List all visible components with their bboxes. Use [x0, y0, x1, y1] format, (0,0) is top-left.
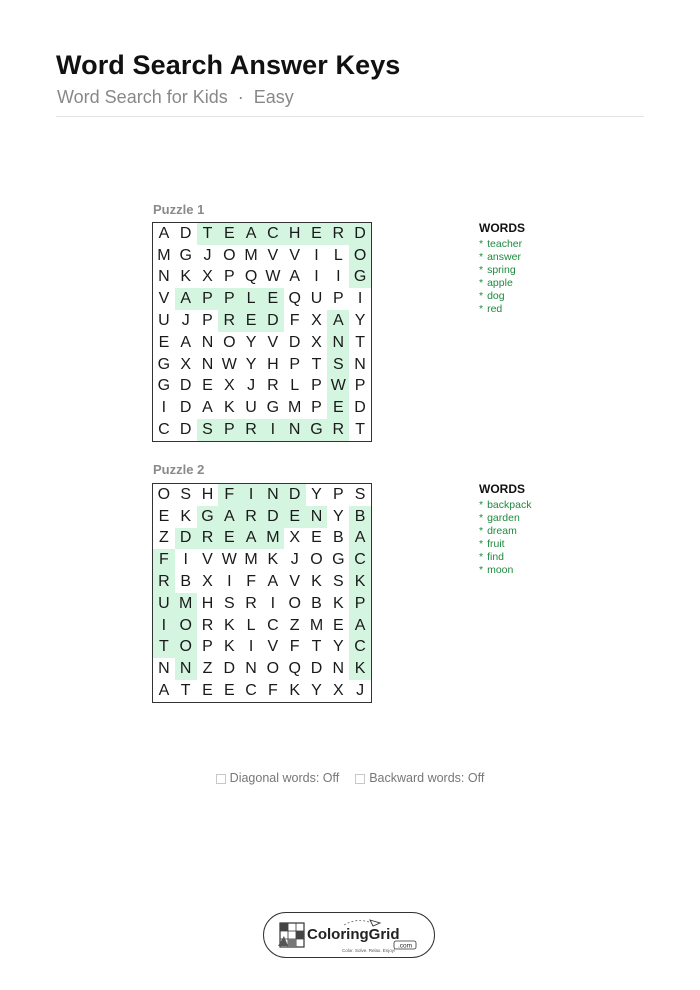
grid-cell: C [245, 682, 257, 700]
grid-cell: N [332, 660, 345, 678]
grid-cell: Z [202, 660, 213, 678]
grid-cell: G [332, 551, 345, 569]
grid-cell: P [197, 288, 219, 310]
grid-cell: I [227, 573, 232, 591]
grid-cell: E [223, 682, 235, 700]
grid-cell: A [349, 615, 371, 637]
grid-cell: E [306, 223, 328, 245]
grid-cell: U [153, 593, 175, 615]
grid-cell: F [153, 549, 175, 571]
grid-cell: W [265, 268, 281, 286]
bullet-icon: * [479, 277, 484, 289]
grid-cell: T [311, 355, 322, 373]
grid-cell: E [158, 507, 170, 525]
diagonal-option-label: Diagonal words: Off [229, 771, 340, 785]
grid-cell: E [332, 616, 344, 634]
grid-cell: H [201, 485, 214, 503]
grid-cell: O [223, 246, 236, 264]
grid-cell: X [180, 355, 192, 373]
grid-cell: A [349, 528, 371, 550]
grid-cell: X [311, 312, 322, 330]
grid-cell: R [197, 528, 219, 550]
grid-cell: E [158, 333, 170, 351]
grid-cell: O [349, 245, 371, 267]
grid-cell: K [223, 616, 235, 634]
bullet-icon: * [479, 564, 484, 576]
word-list-item [479, 538, 531, 551]
grid-cell: R [218, 310, 240, 332]
grid-cell: P [332, 485, 344, 503]
grid-cell: D [284, 484, 306, 506]
grid-cell: R [240, 419, 262, 441]
grid-cell: A [327, 310, 349, 332]
bullet-icon: * [479, 238, 484, 250]
grid-cell: K [349, 571, 371, 593]
grid-cell: A [240, 223, 262, 245]
grid-cell: P [311, 377, 322, 395]
grid-cell: L [246, 616, 256, 634]
grid-cell: S [180, 485, 192, 503]
grid-cell: G [179, 246, 192, 264]
grid-cell: F [289, 312, 300, 330]
grid-cell: T [311, 638, 322, 656]
grid-cell: K [311, 573, 322, 591]
grid-cell: M [309, 616, 324, 634]
bullet-icon: * [479, 551, 484, 563]
grid-cell: L [240, 288, 262, 310]
grid-cell: D [179, 421, 192, 439]
grid-cell: J [356, 682, 365, 700]
grid-cell: M [288, 399, 302, 417]
grid-cell: K [267, 551, 279, 569]
grid-cell: Q [244, 268, 258, 286]
word-text: find [487, 551, 505, 563]
puzzle-1-grid [152, 222, 372, 442]
grid-cell: E [262, 288, 284, 310]
bullet-icon: * [479, 303, 484, 315]
grid-cell: K [349, 658, 371, 680]
grid-cell: O [310, 551, 323, 569]
grid-cell: M [262, 528, 284, 550]
word-text: dream [487, 525, 517, 537]
grid-cell: O [266, 660, 280, 678]
grid-cell: D [349, 223, 371, 245]
grid-cell: H [267, 355, 279, 373]
grid-cell: P [202, 638, 213, 656]
grid-cell: E [218, 528, 240, 550]
word-text: dog [487, 290, 505, 302]
word-text: answer [487, 251, 521, 263]
grid-cell: P [218, 288, 240, 310]
grid-cell: N [201, 333, 214, 351]
grid-cell: J [203, 246, 212, 264]
grid-cell: T [197, 223, 219, 245]
logo-graphic [274, 916, 424, 954]
grid-cell: B [311, 594, 322, 612]
subtitle-separator: · [237, 87, 244, 107]
grid-cell: P [354, 377, 366, 395]
grid-cell: V [289, 573, 301, 591]
grid-cell: P [218, 419, 240, 441]
word-list-item [479, 238, 525, 251]
grid-cell: A [218, 506, 240, 528]
grid-mark-icon [278, 923, 304, 947]
grid-cell: K [180, 507, 192, 525]
grid-cell: S [332, 573, 344, 591]
diagonal-option [216, 771, 340, 785]
word-list-item [479, 264, 525, 277]
word-list-item [479, 525, 531, 538]
subtitle-category: Word Search for Kids [57, 87, 228, 107]
grid-cell: I [314, 268, 319, 286]
grid-cell: L [333, 246, 343, 264]
grid-cell: I [262, 419, 284, 441]
grid-cell: I [248, 638, 254, 656]
grid-cell: A [267, 573, 279, 591]
grid-cell: Y [311, 682, 322, 700]
coloringgrid-logo [263, 912, 435, 958]
grid-cell: N [245, 660, 257, 678]
grid-cell: P [311, 399, 322, 417]
grid-cell: F [218, 484, 240, 506]
grid-cell: V [267, 638, 279, 656]
grid-cell: A [289, 268, 301, 286]
grid-cell: D [223, 660, 236, 678]
grid-cell: W [221, 355, 237, 373]
puzzle-1-label: Puzzle 1 [153, 202, 205, 217]
word-list-item [479, 512, 531, 525]
grid-cell: N [284, 419, 306, 441]
grid-cell: E [284, 506, 306, 528]
grid-cell: Z [289, 616, 300, 634]
grid-cell: E [311, 529, 322, 547]
grid-cell: P [349, 593, 371, 615]
grid-cell: R [327, 419, 349, 441]
grid-cell: M [175, 593, 197, 615]
puzzle-2-label: Puzzle 2 [153, 462, 205, 477]
checkbox-icon [355, 774, 365, 784]
grid-cell: D [310, 660, 323, 678]
grid-cell: R [153, 571, 175, 593]
grid-cell: A [158, 224, 170, 242]
grid-cell: G [197, 506, 219, 528]
logo-domain-text: .com [397, 942, 413, 950]
grid-cell: Q [288, 660, 301, 678]
grid-cell: E [240, 310, 262, 332]
grid-cell: N [262, 484, 284, 506]
grid-cell: D [179, 377, 192, 395]
grid-cell: E [202, 377, 213, 395]
grid-cell: B [332, 529, 344, 547]
grid-cell: M [244, 551, 258, 569]
grid-cell: S [197, 419, 219, 441]
grid-cell: K [332, 594, 344, 612]
grid-cell: C [158, 421, 170, 439]
grid-cell: I [153, 615, 175, 637]
bullet-icon: * [479, 251, 484, 263]
grid-cell: C [262, 223, 284, 245]
grid-cell: X [202, 268, 213, 286]
word-text: garden [487, 512, 520, 524]
grid-cell: D [179, 224, 192, 242]
word-text: red [487, 303, 503, 315]
bullet-icon: * [479, 290, 484, 302]
word-text: moon [487, 564, 514, 576]
grid-cell: C [267, 616, 279, 634]
word-list-item [479, 290, 525, 303]
grid-cell: Y [354, 312, 366, 330]
puzzle-2-grid [152, 483, 372, 703]
grid-cell: O [175, 637, 197, 659]
grid-cell: I [240, 484, 262, 506]
grid-cell: W [327, 376, 349, 398]
word-list-item [479, 251, 525, 264]
grid-cell: S [354, 485, 366, 503]
word-list-item [479, 551, 531, 564]
grid-cell: A [202, 399, 213, 417]
grid-cell: Y [332, 507, 344, 525]
grid-cell: P [223, 268, 235, 286]
grid-cell: I [183, 551, 188, 569]
word-text: backpack [487, 499, 532, 511]
page-title: Word Search Answer Keys [56, 50, 401, 80]
word-list-item [479, 564, 531, 577]
word-text: spring [487, 264, 516, 276]
grid-cell: O [175, 615, 197, 637]
grid-cell: K [223, 399, 235, 417]
grid-cell: K [223, 638, 235, 656]
grid-cell: T [355, 421, 365, 439]
grid-cell: C [349, 549, 371, 571]
grid-cell: X [332, 682, 344, 700]
grid-cell: X [289, 529, 301, 547]
grid-cell: R [267, 377, 279, 395]
header-divider [56, 116, 644, 117]
grid-cell: V [289, 246, 301, 264]
grid-cell: E [327, 397, 349, 419]
grid-cell: M [244, 246, 258, 264]
grid-cell: J [247, 377, 256, 395]
grid-cell: G [306, 419, 328, 441]
grid-cell: D [179, 399, 192, 417]
puzzle-1-word-list [479, 221, 525, 316]
word-text: teacher [487, 238, 523, 250]
grid-cell: A [240, 528, 262, 550]
grid-cell: X [223, 377, 235, 395]
grid-cell: S [223, 594, 235, 612]
grid-cell: E [202, 682, 213, 700]
grid-cell: N [158, 660, 170, 678]
bullet-icon: * [479, 525, 484, 537]
grid-cell: N [354, 355, 366, 373]
grid-cell: N [158, 268, 170, 286]
grid-cell: I [357, 290, 363, 308]
grid-cell: H [284, 223, 306, 245]
grid-cell: G [157, 355, 171, 373]
grid-cell: G [157, 377, 171, 395]
grid-cell: J [181, 312, 190, 330]
word-list-item [479, 303, 525, 316]
grid-cell: I [270, 594, 276, 612]
grid-cell: A [180, 333, 192, 351]
grid-cell: D [288, 333, 301, 351]
grid-cell: M [157, 246, 171, 264]
grid-cell: U [245, 399, 257, 417]
grid-cell: Y [245, 355, 257, 373]
grid-cell: I [161, 399, 167, 417]
grid-cell: V [267, 333, 279, 351]
page-subtitle [57, 87, 294, 108]
grid-cell: Q [288, 290, 301, 308]
grid-cell: T [180, 682, 191, 700]
grid-cell: E [218, 223, 240, 245]
grid-cell: F [246, 573, 256, 591]
grid-cell: U [310, 290, 323, 308]
grid-cell: Y [311, 485, 322, 503]
grid-cell: L [290, 377, 300, 395]
grid-cell: O [223, 333, 236, 351]
grid-cell: J [290, 551, 299, 569]
logo-tagline: Color. Solve. Relax. Enjoy! [342, 948, 396, 953]
grid-cell: D [354, 399, 366, 417]
bullet-icon: * [479, 538, 484, 550]
grid-cell: S [327, 354, 349, 376]
grid-cell: R [245, 594, 257, 612]
grid-cell: N [327, 332, 349, 354]
grid-cell: B [349, 506, 371, 528]
grid-cell: U [158, 312, 170, 330]
grid-cell: V [202, 551, 213, 569]
grid-cell: F [289, 638, 300, 656]
grid-cell: X [311, 333, 322, 351]
grid-cell: O [288, 594, 301, 612]
grid-cell: I [314, 246, 319, 264]
puzzle-2-word-list [479, 482, 531, 577]
grid-cell: R [240, 506, 262, 528]
grid-cell: P [289, 355, 301, 373]
grid-cell: B [180, 573, 192, 591]
grid-cell: Y [245, 333, 257, 351]
grid-cell: P [202, 312, 213, 330]
backward-option [355, 771, 484, 785]
grid-cell: D [262, 310, 284, 332]
puzzle-2-words-heading: WORDS [479, 482, 525, 496]
grid-cell: N [201, 355, 214, 373]
grid-cell: N [175, 658, 197, 680]
word-text: fruit [487, 538, 505, 550]
bullet-icon: * [479, 264, 484, 276]
bullet-icon: * [479, 499, 484, 511]
grid-cell: K [289, 682, 301, 700]
grid-cell: V [158, 290, 170, 308]
grid-cell: G [266, 399, 280, 417]
grid-cell: A [158, 682, 170, 700]
grid-cell: K [180, 268, 192, 286]
bullet-icon: * [479, 512, 484, 524]
word-text: apple [487, 277, 513, 289]
word-list-item [479, 499, 531, 512]
grid-cell: G [349, 267, 371, 289]
grid-cell: V [267, 246, 279, 264]
grid-cell: R [201, 616, 214, 634]
grid-cell: W [221, 551, 237, 569]
grid-cell: D [175, 528, 197, 550]
grid-cell: P [332, 290, 344, 308]
grid-cell: I [336, 268, 341, 286]
grid-cell: C [349, 637, 371, 659]
logo-brand-text: ColoringGrid [307, 926, 400, 943]
grid-cell: F [268, 682, 278, 700]
grid-cell: O [157, 485, 171, 503]
grid-cell: X [202, 573, 213, 591]
grid-cell: H [201, 594, 214, 612]
grid-cell: T [153, 637, 175, 659]
settings-summary [0, 771, 700, 785]
grid-cell: Y [332, 638, 344, 656]
word-list-item [479, 277, 525, 290]
backward-option-label: Backward words: Off [369, 771, 485, 785]
grid-cell: T [355, 333, 365, 351]
grid-cell: D [262, 506, 284, 528]
checkbox-icon [216, 774, 226, 784]
grid-cell: A [175, 288, 197, 310]
puzzle-1-words-heading: WORDS [479, 221, 525, 235]
grid-cell: Z [159, 529, 169, 547]
grid-cell: R [327, 223, 349, 245]
grid-cell: N [306, 506, 328, 528]
subtitle-difficulty: Easy [253, 87, 294, 107]
